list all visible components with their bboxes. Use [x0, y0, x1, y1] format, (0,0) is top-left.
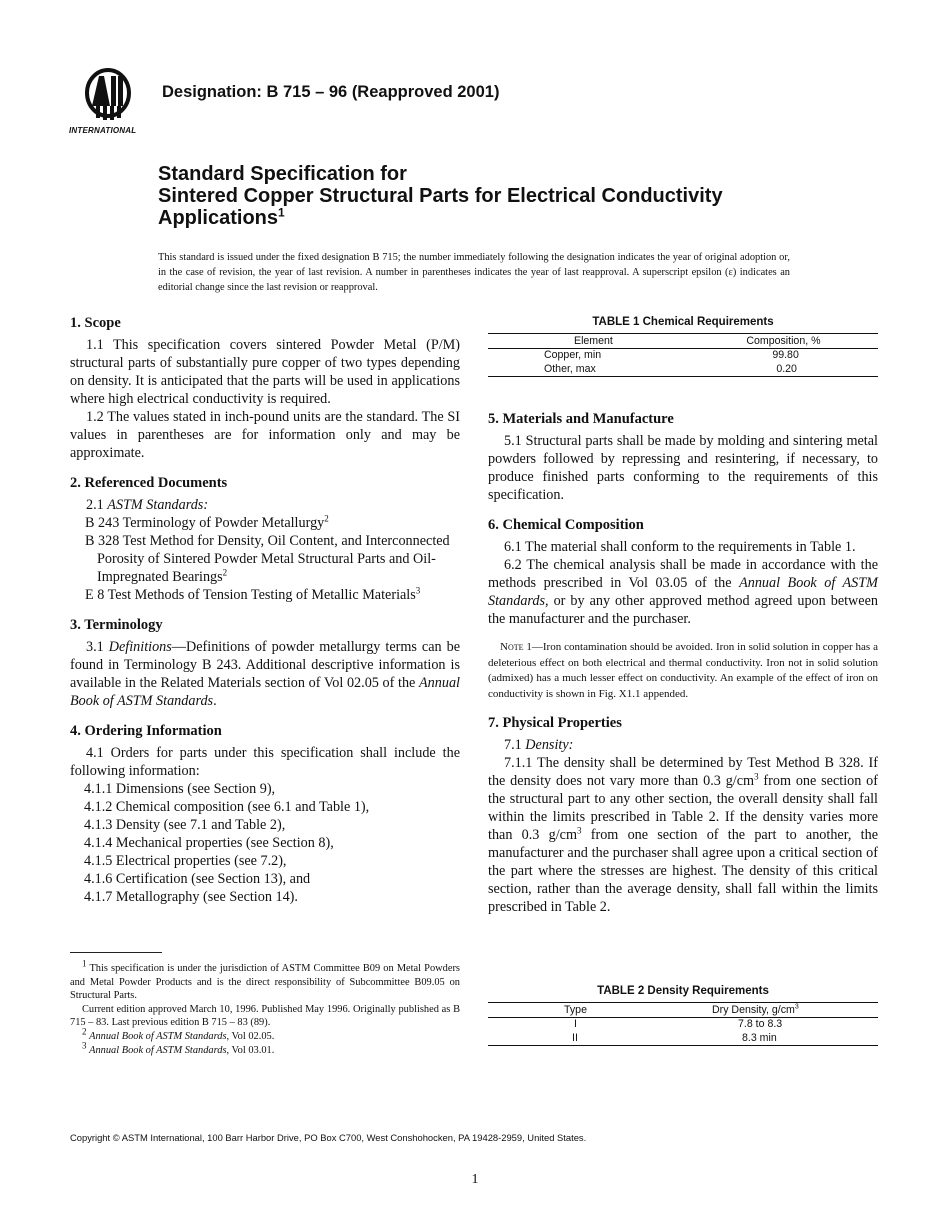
list-item: 4.1.4 Mechanical properties (see Section 8), [84, 835, 334, 851]
paragraph-6-2: 6.2 The chemical analysis shall be made in accordance with the methods prescribed in Vol 03.05 of the Annual Book of ASTM Standards, or by any other approved method agreed upon between the manufacturer and the purchaser. [488, 557, 878, 627]
issuance-notice: This standard is issued under the fixed designation B 715; the number immediately following the designation indicates the year of original adoption or, in the case of revision, the year of last revision. A number in parentheses indicates the year of last reapproval. A superscript epsilon (ε) indicates an editorial change since the last revision or reapproval. [158, 252, 790, 293]
section-heading-refdocs: 2. Referenced Documents [70, 475, 228, 491]
note-1: Note 1—Iron contamination should be avoided. Iron in solid solution in copper has a deleterious effect on both electrical and thermal conductivity. Iron not in solid solution (admixed) has a much lesser effect on conductivity. An example of the effect of iron on conductivity is shown in Fig. X1.1 appended. [488, 641, 878, 700]
page-number: 1 [471, 1172, 479, 1187]
title-line-1: Standard Specification for [158, 163, 407, 185]
table-cell: II [488, 1032, 638, 1046]
paragraph-2-1: 2.1 ASTM Standards: [86, 497, 209, 513]
designation: Designation: B 715 – 96 (Reapproved 2001) [162, 83, 500, 101]
footnotes [70, 958, 460, 1057]
table-cell: 7.8 to 8.3 [738, 1018, 783, 1030]
footnote-1b: Current edition approved March 10, 1996. Published May 1996. Originally published as B 715 – 83. Last previous edition B 715 – 83 (89). [70, 1003, 460, 1029]
footnote-ref: 1 [278, 205, 285, 220]
list-item: 4.1.5 Electrical properties (see 7.2), [84, 853, 287, 869]
column-header: Type [564, 1004, 587, 1016]
table-row [488, 1032, 878, 1046]
table-cell: I [574, 1018, 577, 1030]
section-heading-physical: 7. Physical Properties [488, 715, 622, 731]
table-row [488, 349, 878, 363]
table-row [488, 1018, 878, 1032]
title-line-2: Sintered Copper Structural Parts for Electrical Conductivity [158, 185, 723, 207]
section-heading-terminology: 3. Terminology [70, 617, 163, 633]
paragraph-6-1: 6.1 The material shall conform to the requirements in Table 1. [504, 539, 856, 555]
table-title: TABLE 2 Density Requirements [597, 985, 769, 997]
column-header: Element [574, 335, 613, 347]
astm-logo [68, 66, 150, 138]
paragraph-3-1: 3.1 Definitions—Definitions of powder metallurgy terms can be found in Terminology B 243. Additional descriptive information is available in the Related Materials section of Vol 02.05 of the Annual Book of ASTM Standards. [70, 639, 460, 709]
section-heading-chemical: 6. Chemical Composition [488, 517, 644, 533]
list-item: 4.1.7 Metallography (see Section 14). [84, 889, 298, 905]
column-header: Dry Density, $g/cm^3$ [712, 1003, 799, 1016]
paragraph-1-2: 1.2 The values stated in inch-pound units are the standard. The SI values in parentheses are for information only and may be approximate. [70, 409, 460, 461]
reference-item: E 8 Test Methods of Tension Testing of Metallic Materials$^3$ [85, 585, 421, 603]
reference-item: B 328 Test Method for Density, Oil Content, and Interconnected Porosity of Sintered Powder Metal Structural Parts and Oil-Impregnated Bearings$^2$ [85, 533, 450, 585]
list-item: 4.1.3 Density (see 7.1 and Table 2), [84, 817, 286, 833]
list-item: 4.1.1 Dimensions (see Section 9), [84, 781, 276, 797]
table-header-row [488, 334, 878, 349]
section-heading-ordering: 4. Ordering Information [70, 723, 222, 739]
table-cell: 99.80 [772, 349, 799, 361]
paragraph-1-1: 1.1 This specification covers sintered Powder Metal (P/M) structural parts of substantially pure copper of two types depending on density. It is anticipated that the parts will be used in applications where high electrical conductivity is required. [70, 337, 460, 407]
table-cell: Copper, min [544, 349, 602, 361]
paragraph-7-1: 7.1 Density: [504, 737, 574, 753]
title-line-3: Applications$^1$ [158, 205, 285, 229]
table-header-row [488, 1003, 878, 1018]
list-item: 4.1.6 Certification (see Section 13), and [84, 871, 311, 887]
paragraph-5-1: 5.1 Structural parts shall be made by molding and sintering metal powders followed by repressing and resintering, if necessary, to produce finished parts conforming to the requirements of this specification. [488, 433, 878, 503]
table-cell: 8.3 min [638, 1032, 878, 1046]
list-item: 4.1.2 Chemical composition (see 6.1 and Table 1), [84, 799, 370, 815]
section-heading-scope: 1. Scope [70, 315, 121, 331]
left-column [70, 314, 460, 906]
table-chemical-requirements [488, 316, 878, 377]
column-header: Composition, % [746, 335, 821, 347]
footnote-3: $^3$ Annual Book of ASTM Standards, Vol 03.01. [82, 1040, 275, 1056]
table-title: TABLE 1 Chemical Requirements [592, 316, 774, 328]
table-density-requirements [488, 985, 878, 1046]
footnote-divider [70, 952, 162, 953]
table-row [488, 363, 878, 377]
copyright-notice: Copyright © ASTM International, 100 Barr Harbor Drive, PO Box C700, West Conshohocken, PA 19428-2959, United States. [70, 1132, 587, 1143]
section-heading-materials: 5. Materials and Manufacture [488, 411, 674, 427]
reference-item: B 243 Terminology of Powder Metallurgy$^2$ [85, 513, 329, 531]
table [488, 333, 878, 377]
table-cell: 0.20 [658, 363, 878, 377]
table-cell: Other, max [488, 363, 658, 377]
right-column [488, 410, 878, 916]
paragraph-4-1: 4.1 Orders for parts under this specification shall include the following information: [70, 745, 460, 779]
logo-caption: INTERNATIONAL [69, 126, 137, 135]
table [488, 1002, 878, 1046]
footnote-1: $^1$ This specification is under the jurisdiction of ASTM Committee B09 on Metal Powders and Metal Powder Products and is the direct responsibility of Subcommittee B09.05 on Structural Parts. [70, 958, 460, 1002]
paragraph-7-1-1: 7.1.1 The density shall be determined by Test Method B 328. If the density does not vary more than 0.3 $g/cm^3$ from one section of the structural part to any other section, the overall density shall fall within the limits prescribed in Table 2. If the density varies more than 0.3 $g/cm^3$ from one section of the part to another, the manufacturer and the purchaser shall agree upon a critical section of the part where the stresses are highest. The density of this critical section, rather than the average density, shall fall within the limits prescribed in Table 2. [488, 755, 878, 915]
document-title [158, 163, 858, 229]
footnote-2: $^2$ Annual Book of ASTM Standards, Vol 02.05. [82, 1026, 275, 1042]
